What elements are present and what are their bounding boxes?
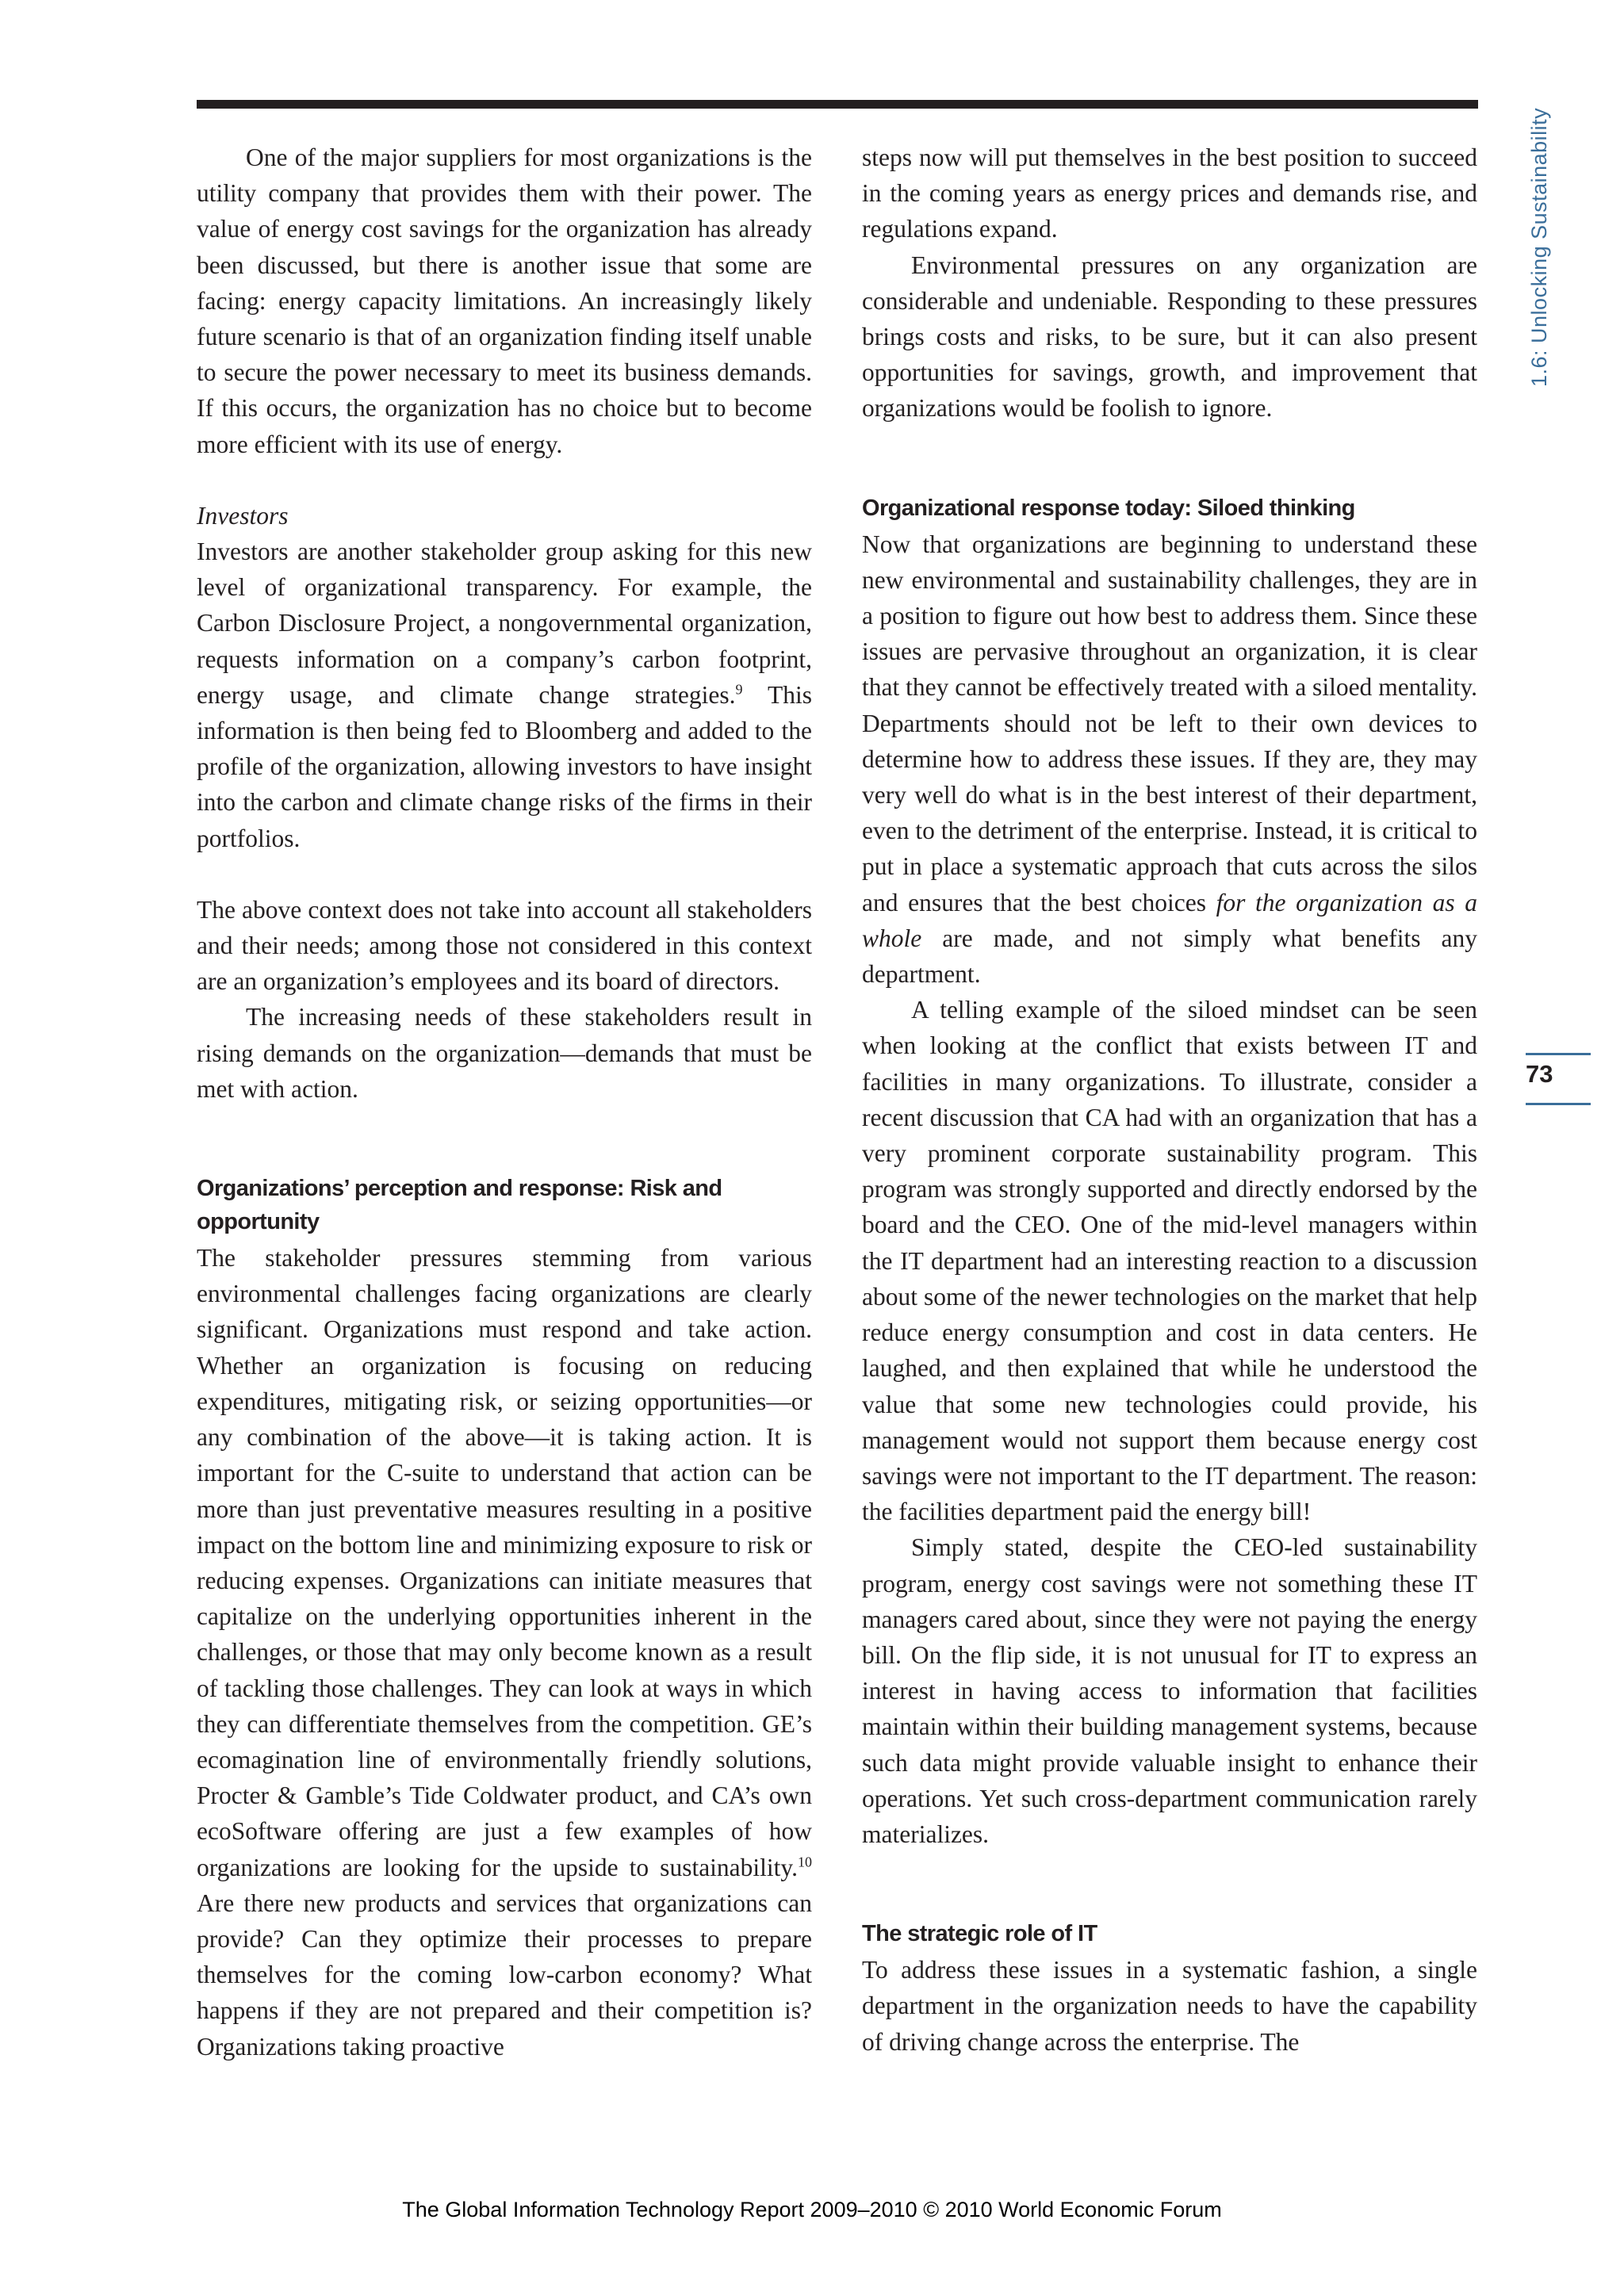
top-rule xyxy=(197,100,1478,109)
footnote-9: 9 xyxy=(735,681,743,698)
left-column xyxy=(197,140,812,2064)
paragraph-pressures-text: The stakeholder pressures stemming from various environmental challenges facing organizations are clearly significant. Organizations must respond and take action. Whether an organization is focusing on reducing expenditures, mitigating risk, or seizing opportunities—or any combination of the above—it is taking action. It is important for the C-suite to understand that action can be more than just preventative measures resulting in a positive impact on the bottom line and minimizing exposure to risk or reducing expenses. Organizations can initiate measures that capitalize on the underlying opportunities inherent in the challenges, or those that may only become known as a result of tackling those challenges. They can look at ways in which they can differentiate themselves from the competition. GE’s ecomagination line of environmentally friendly solutions, Procter & Gamble’s Tide Coldwater product, and CA’s own ecoSoftware offering are just a few examples of how organizations are looking for the upside to sustainability. xyxy=(197,1244,812,1881)
paragraph-siloed xyxy=(862,526,1477,993)
section-side-label: 1.6: Unlocking Sustainability xyxy=(1527,107,1551,387)
paragraph-pressures-text-cont: Are there new products and services that organizations can provide? Can they optimize their processes to prepare themselves for the coming low-carbon economy? What happens if they are not prepared and their competition is? Organizations taking proactive xyxy=(197,1888,812,2061)
paragraph-siloed-text: Now that organizations are beginning to understand these new environmental and sustainability challenges, they are in a position to figure out how best to address them. Since these issues are pervasive throughout an organization, it is clear that they cannot be effectively treated with a siloed mentality. Departments should not be left to their own devices to determine how to address these issues. If they are, they may very well do what is in the best interest of their department, even to the detriment of the enterprise. Instead, it is critical to put in place a systematic approach that cuts across the silos and ensures that the best choices xyxy=(862,530,1477,916)
paragraph-context: The above context does not take into account all stakeholders and their needs; among those not considered in this context are an organization’s employees and its board of directors. xyxy=(197,895,812,996)
heading-siloed-thinking: Organizational response today: Siloed thinking xyxy=(862,495,1355,521)
paragraph-investors-text: Investors are another stakeholder group asking for this new level of organizational transparency. For example, the Carbon Disclosure Project, a nongovernmental organization, requests information on a company’s carbon footprint, energy usage, and climate change strategies. xyxy=(197,538,812,709)
paragraph-strategic: To address these issues in a systematic fashion, a single department in the organization needs to have the capability of driving change across the enterprise. The xyxy=(862,1956,1477,2056)
paragraph-example: A telling example of the siloed mindset can be seen when looking at the conflict that exists between IT and facilities in many organizations. To illustrate, consider a recent discussion that CA had with an organization that has a very prominent corporate sustainability program. This program was strongly supported and directly endorsed by the board and the CEO. One of the mid-level managers within the IT department had an interesting reaction to a discussion about some of the newer technologies on the market that help reduce energy consumption and cost in data centers. He laughed, and then explained that while he understood the value that some new technologies could provide, his management would not support them because energy cost savings were not important to the IT department. The reason: the facilities department paid the energy bill! xyxy=(862,996,1477,1526)
paragraph-investors-text-cont: This information is then being fed to Bloomberg and added to the profile of the organization, allowing investors to have insight into the carbon and climate change risks of the firms in their portfolios. xyxy=(197,680,813,852)
paragraph-steps: steps now will put themselves in the best position to succeed in the coming years as energy prices and demands rise, and regulations expand. xyxy=(862,144,1477,243)
page-number-rule-bottom xyxy=(1526,1103,1591,1105)
right-column xyxy=(862,140,1477,2060)
paragraph-demands: The increasing needs of these stakeholders result in rising demands on the organization—demands that must be met with action. xyxy=(197,1003,812,1103)
page-number: 73 xyxy=(1526,1060,1553,1088)
paragraph-siloed-text-cont: are made, and not simply what benefits any department. xyxy=(862,924,1477,989)
paragraph-simply-stated: Simply stated, despite the CEO-led sustainability program, energy cost savings were not something these IT managers cared about, since they were not paying the energy bill. On the flip side, it is not unusual for IT to express an interest in having access to information that facilities maintain within their building management systems, because such data might provide valuable insight to enhance their operations. Yet such cross-department communication rarely materializes. xyxy=(862,1533,1477,1848)
page-number-rule-top xyxy=(1526,1053,1591,1055)
subhead-investors: Investors xyxy=(197,501,289,530)
page-footer: The Global Information Technology Report 2009–2010 © 2010 World Economic Forum xyxy=(402,2198,1222,2221)
paragraph-utility: One of the major suppliers for most organizations is the utility company that provides them with their power. The value of energy cost savings for the organization has already been discussed, but there is another issue that some are facing: energy capacity limitations. An increasingly likely future scenario is that of an organization finding itself unable to secure the power necessary to meet its business demands. If this occurs, the organization has no choice but to become more efficient with its use of energy. xyxy=(197,144,812,458)
emphasis-organization-whole: for the organization as a whole xyxy=(862,888,1477,952)
heading-risk-opportunity: Organizations’ perception and response: Risk and opportunity xyxy=(197,1176,722,1235)
footnote-10: 10 xyxy=(798,1854,812,1870)
paragraph-environmental: Environmental pressures on any organization are considerable and undeniable. Responding to these pressures brings costs and risks, to be sure, but it can also present opportunities for savings, growth, and improvement that organizations would be foolish to ignore. xyxy=(862,251,1477,423)
paragraph-stakeholder-pressures xyxy=(197,1240,812,2064)
paragraph-investors xyxy=(197,534,812,856)
heading-strategic-role: The strategic role of IT xyxy=(862,1921,1097,1947)
